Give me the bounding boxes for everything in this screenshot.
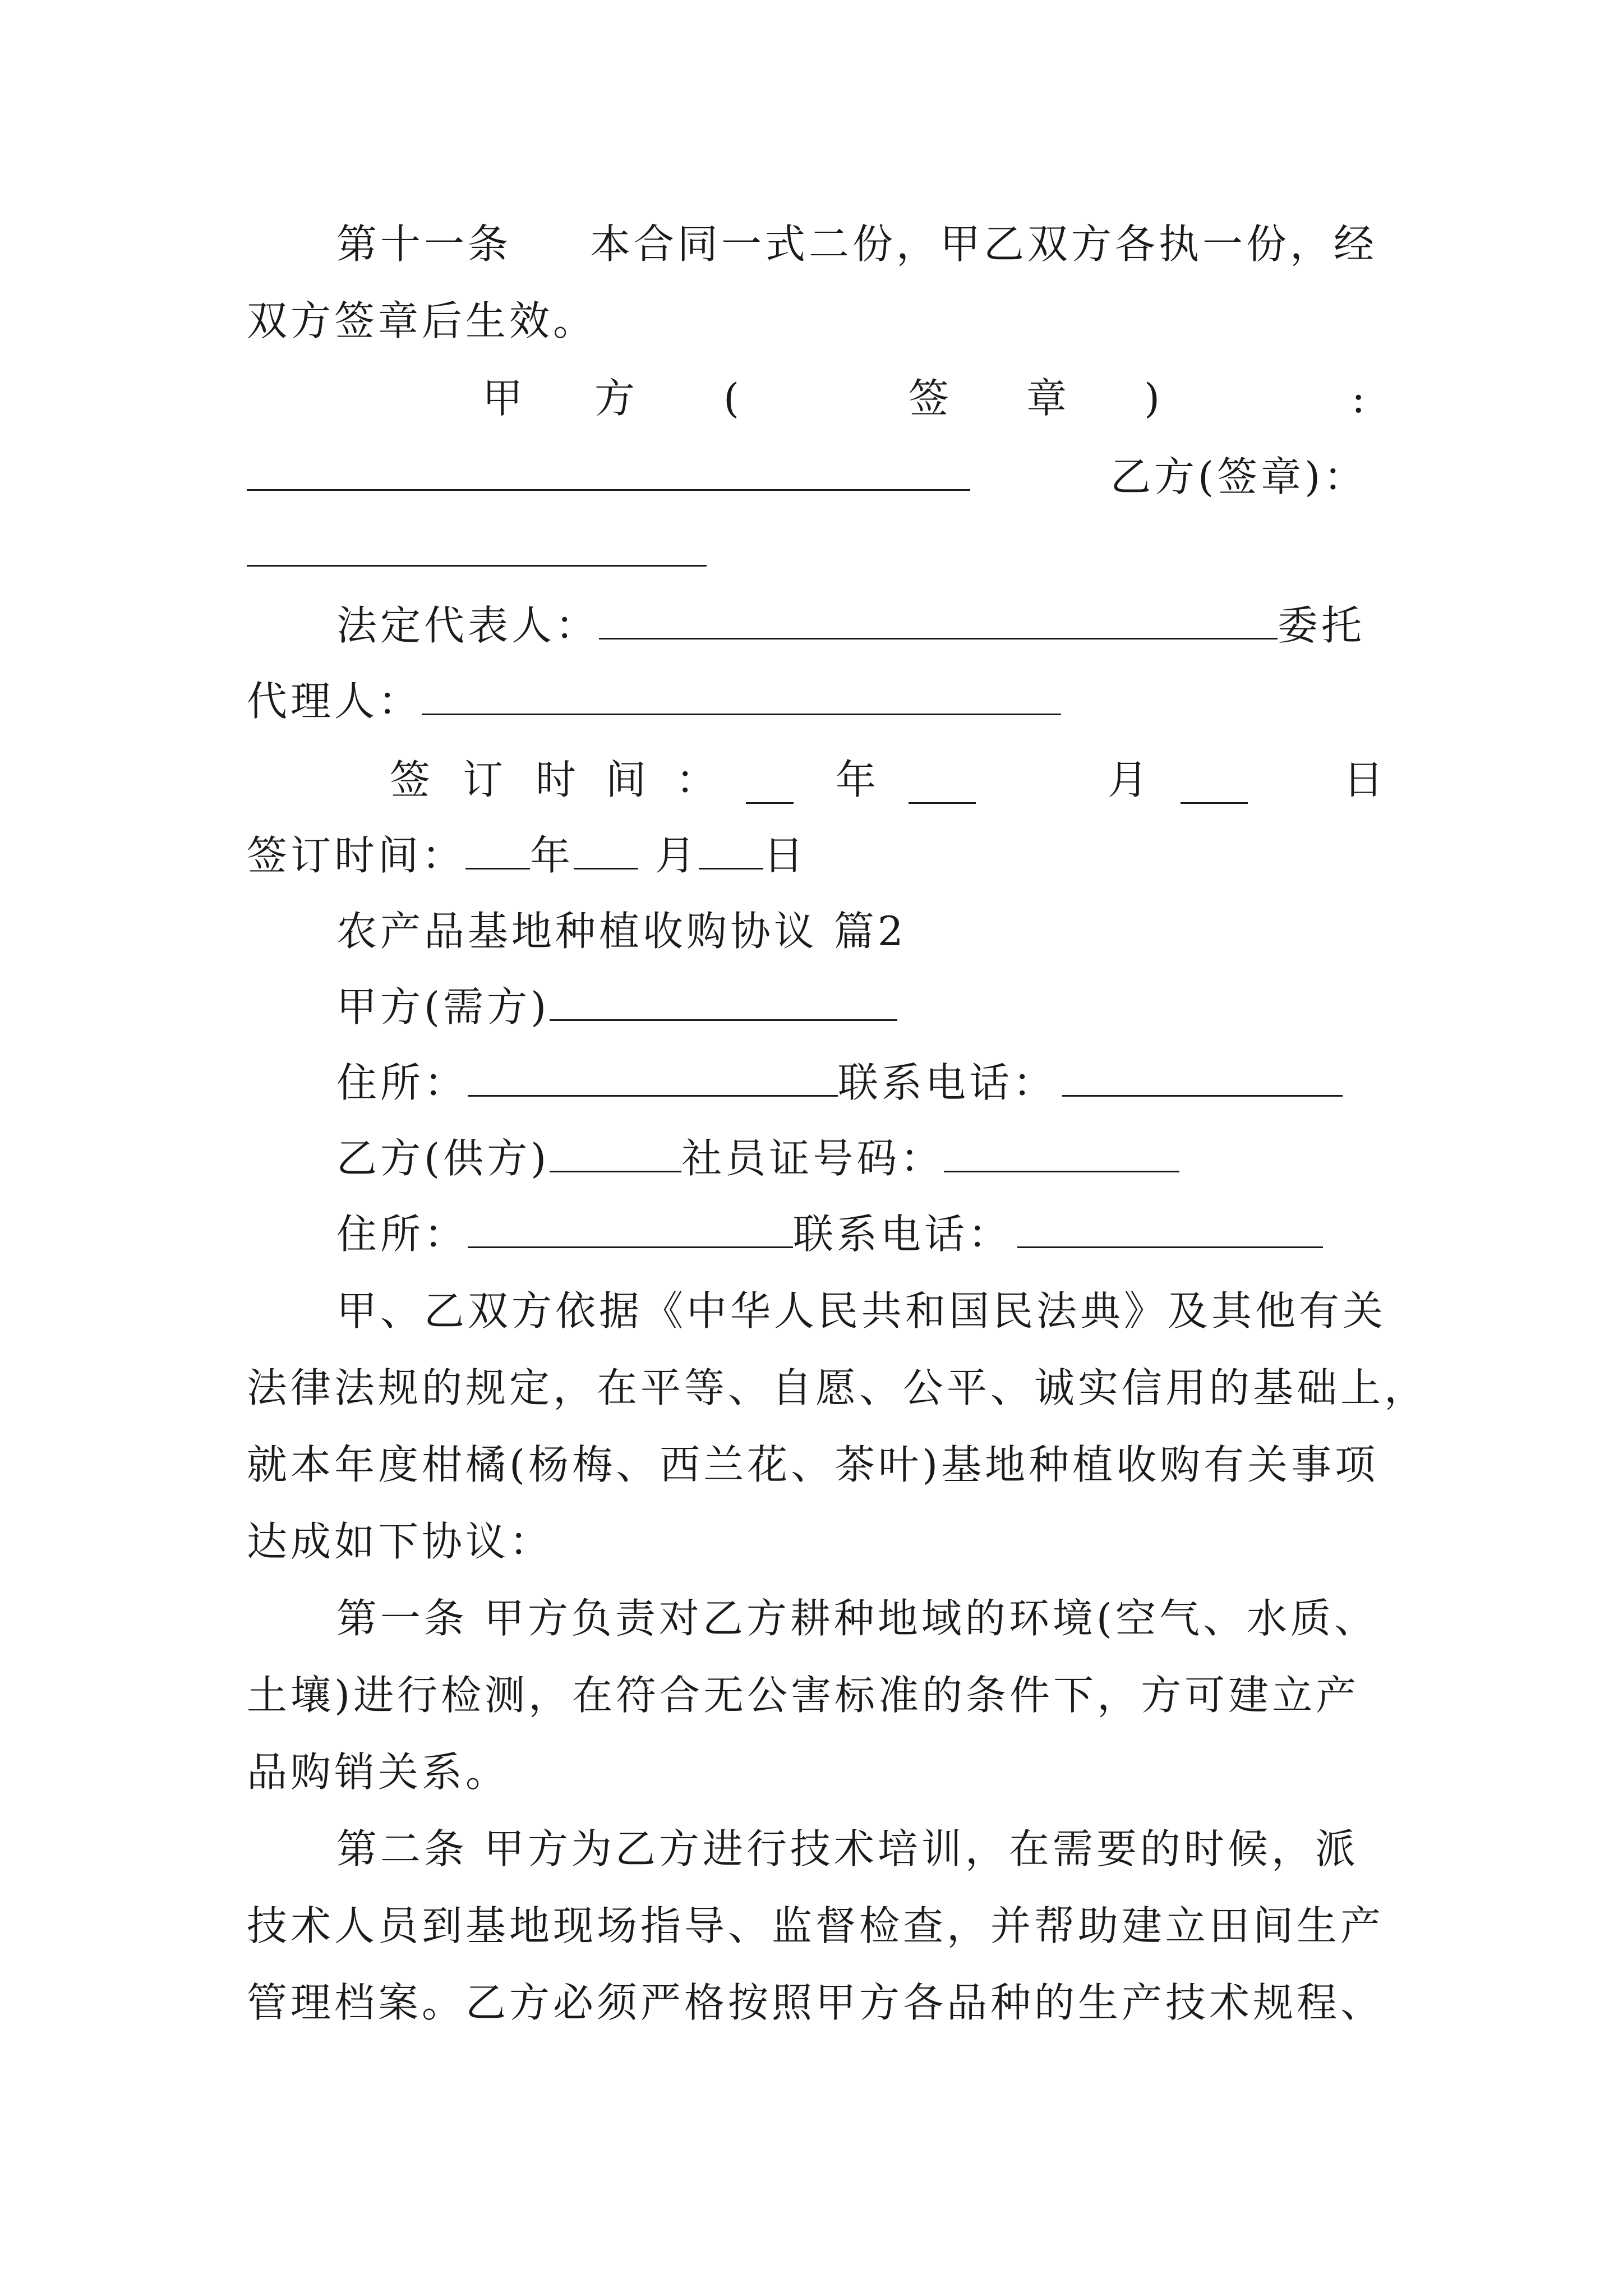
intro-text: 甲、乙双方依据《中华人民共和国民法典》及其他有关: [336, 1287, 1387, 1335]
party-a-char: ): [1144, 375, 1164, 422]
party-a-blank: [550, 986, 897, 1021]
date-char: 年: [836, 756, 880, 803]
entrust-label-start: 委托: [1278, 602, 1366, 649]
phone-label: 联系电话：: [793, 1211, 1012, 1258]
party-b-sign-line: [247, 449, 1367, 505]
party-b-blank-line: [247, 524, 707, 581]
party-a-signature-blank: [247, 455, 970, 491]
day-blank: [699, 834, 763, 869]
article-2-line-3: [247, 1975, 1384, 2031]
legal-rep-blank: [599, 604, 1278, 639]
agent-blank: [422, 680, 1061, 715]
intro-line-3: [247, 1437, 1378, 1493]
date-char: 日: [1343, 756, 1387, 803]
year-blank: [465, 834, 530, 869]
party-a-char: (: [723, 375, 743, 422]
phone-blank: [1017, 1213, 1323, 1248]
date-char: 订: [463, 756, 507, 803]
article-11-line2: [247, 293, 597, 349]
party-a-char: 方: [594, 375, 639, 422]
date-month-blank: [909, 769, 976, 804]
article-1-text: 土壤)进行检测，在符合无公害标准的条件下，方可建立产: [247, 1672, 1360, 1719]
intro-line-1: [336, 1283, 1386, 1339]
phone-label: 联系电话：: [838, 1059, 1057, 1106]
article-1-text: 品购销关系。: [247, 1749, 510, 1796]
address-label: 住所：: [336, 1211, 468, 1258]
date-day-blank: [1181, 769, 1248, 804]
article-1-line-2: [247, 1667, 1359, 1723]
party-a-label: 甲方(需方): [336, 983, 550, 1030]
date-char: 月: [1108, 756, 1152, 803]
section-title: [336, 903, 907, 959]
member-id-blank: [944, 1137, 1179, 1172]
article-1-line-3: [247, 1744, 509, 1800]
month-label: 月: [655, 832, 699, 879]
article-2-text: 第二条 甲方为乙方进行技术培训，在需要的时候，派: [336, 1825, 1359, 1872]
article-2-line-2: [247, 1898, 1384, 1954]
party-a-char: 甲: [482, 375, 527, 422]
address-blank: [468, 1061, 838, 1097]
sign-date-line: [247, 827, 807, 884]
intro-text: 达成如下协议：: [247, 1518, 554, 1565]
article-11-label: 第十一条: [336, 220, 512, 268]
intro-line-2: [247, 1360, 1428, 1416]
legal-rep-label: 法定代表人：: [336, 602, 600, 649]
legal-rep-line: [336, 597, 1365, 654]
intro-text: 法律法规的规定，在平等、自愿、公平、诚实信用的基础上，: [247, 1364, 1428, 1411]
article-2-text: 技术人员到基地现场指导、监督检查，并帮助建立田间生产: [247, 1902, 1385, 1949]
date-year-blank: [746, 769, 794, 804]
day-label: 日: [763, 832, 808, 879]
party-a-char: :: [1352, 375, 1369, 422]
intro-text: 就本年度柑橘(杨梅、西兰花、茶叶)基地种植收购有关事项: [247, 1441, 1379, 1488]
article-2-line-1: [336, 1821, 1359, 1877]
party-a-line: [336, 979, 897, 1035]
date-char: 时: [536, 756, 580, 803]
agreement-title: 农产品基地种植收购协议 篇2: [336, 908, 907, 955]
member-id-label: 社员证号码：: [681, 1135, 944, 1182]
article-11-line1: [336, 216, 1377, 272]
party-b-blank: [550, 1137, 681, 1172]
party-b-line: [336, 1130, 1179, 1186]
sign-date-label: 签订时间：: [247, 832, 466, 879]
address-blank: [468, 1213, 793, 1248]
date-char: 签: [390, 756, 434, 803]
date-char: ：: [676, 756, 720, 803]
party-a-char: 章: [1026, 375, 1071, 422]
article-1-line-1: [336, 1590, 1378, 1646]
article-11-text: 本合同一式二份，甲乙双方各执一份，经: [590, 220, 1378, 268]
intro-line-4: [247, 1513, 553, 1570]
article-1-text: 第一条 甲方负责对乙方耕种地域的环境(空气、水质、: [336, 1595, 1378, 1642]
agent-label: 代理人：: [247, 678, 422, 725]
month-blank: [574, 834, 638, 869]
party-b-label: 乙方(供方): [336, 1135, 550, 1182]
article-2-text: 管理档案。乙方必须严格按照甲方各品种的生产技术规程、: [247, 1979, 1385, 2026]
party-b-signature-blank: [247, 531, 707, 567]
party-a-contact-line: [336, 1055, 1343, 1111]
address-label: 住所：: [336, 1059, 468, 1106]
party-a-char: 签: [909, 375, 953, 422]
article-11-continuation: 双方签章后生效。: [247, 297, 597, 344]
date-char: 间: [606, 756, 650, 803]
phone-blank: [1062, 1061, 1343, 1097]
year-label: 年: [530, 832, 574, 879]
party-b-contact-line: [336, 1206, 1323, 1262]
agent-line: [247, 673, 1061, 729]
party-b-sign-label: 乙方(签章)：: [1110, 453, 1368, 500]
